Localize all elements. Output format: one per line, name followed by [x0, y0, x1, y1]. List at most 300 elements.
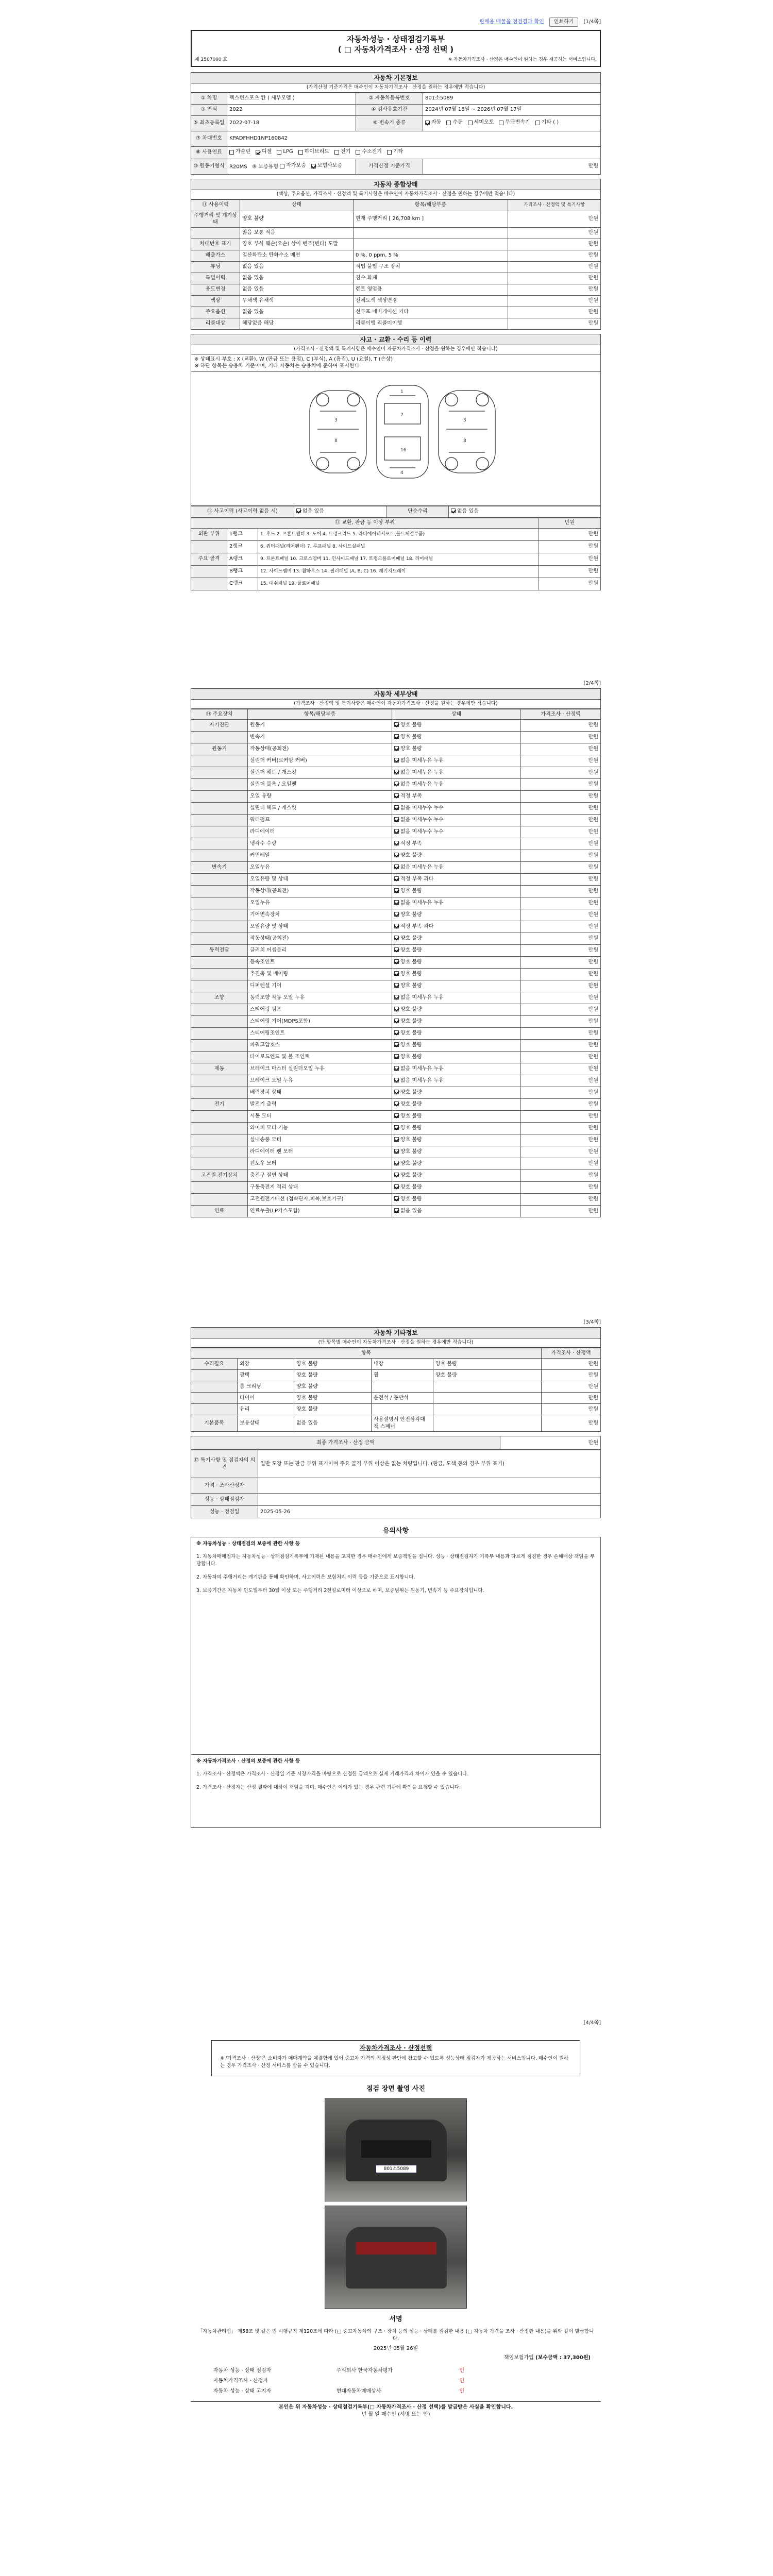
- rank-name: 2랭크: [227, 540, 258, 553]
- checkbox-icon: [394, 888, 399, 893]
- detail-item: 윈도우 모터: [248, 1158, 392, 1170]
- detail-group: [191, 850, 248, 862]
- detail-head: 가격조사 · 산정액: [521, 709, 601, 720]
- notice-paragraph: 1. 가격조사 · 산정액은 가격조사 · 산정일 기준 시장가격을 바탕으로 산정한 금액으로 실제 거래가격과 차이가 있을 수 있습니다.: [196, 1771, 469, 1777]
- detail-unit: 만원: [521, 886, 601, 897]
- other-cell: 내장: [372, 1359, 433, 1370]
- detail-state-text: 없음 미세누유 누유: [400, 1078, 444, 1084]
- detail-head: ⑭ 주요장치: [191, 709, 248, 720]
- detail-item: 오일누유: [248, 897, 392, 909]
- detail-group: [191, 886, 248, 897]
- detail-item: 원동기: [248, 720, 392, 732]
- table-row: [191, 957, 601, 969]
- detail-state: [392, 1158, 521, 1170]
- svg-text:3: 3: [334, 417, 338, 423]
- special-label: ⑰ 특기사항 및 점검자의 의견: [191, 1450, 258, 1478]
- detail-state-text: 양호 불량: [400, 1019, 422, 1025]
- other-cell: [372, 1404, 433, 1415]
- detail-state: [392, 1016, 521, 1028]
- checkbox-icon: [425, 121, 430, 125]
- detail-state: [392, 791, 521, 803]
- table-row: [191, 1123, 601, 1134]
- other-unit: 만원: [542, 1415, 601, 1432]
- notice-section: 유의사항: [191, 1526, 601, 1537]
- page-number: [1/4쪽]: [583, 19, 601, 25]
- detail-unit: 만원: [521, 1063, 601, 1075]
- detail-item: 스티어링 펌프: [248, 1004, 392, 1016]
- detail-item: 워터펌프: [248, 815, 392, 826]
- car-diagram-box: [191, 372, 601, 506]
- checkbox-icon: [229, 150, 234, 155]
- cond-cell: 양호 불량: [240, 211, 354, 227]
- table-row: [191, 767, 601, 779]
- detail-unit: 만원: [521, 897, 601, 909]
- notice-heading: ※ 자동차성능 · 상태점검의 보증에 관한 사항 등: [196, 1540, 300, 1547]
- table-row: [191, 980, 601, 992]
- detail-group: [191, 1158, 248, 1170]
- cond-cell: [191, 227, 240, 239]
- other-cell: 양호 불량: [294, 1404, 372, 1415]
- detail-item: 냉각수 수량: [248, 838, 392, 850]
- table-row: [191, 1099, 601, 1111]
- rank-unit: 만원: [539, 578, 601, 590]
- checkbox-icon: [394, 1113, 399, 1118]
- rank-group: [191, 540, 227, 553]
- table-row: [191, 284, 601, 295]
- warranty-opt: 자가보증: [286, 163, 306, 169]
- notice-paragraph: 2. 가격조사 · 산정자는 산정 결과에 대하여 책임을 지며, 매수인은 이의가 있는 경우 관련 기관에 확인을 요청할 수 있습니다.: [196, 1785, 461, 1791]
- checkbox-icon: [256, 150, 260, 155]
- cond-cell: 만원: [508, 211, 601, 227]
- detail-state: [392, 850, 521, 862]
- other-cell: 유리: [238, 1404, 294, 1415]
- fuel-opt: 전기: [340, 149, 351, 155]
- fuel-opt: 기타: [393, 149, 404, 155]
- table-row: [191, 791, 601, 803]
- fuel-opt: 하이브리드: [304, 149, 329, 155]
- detail-group: 동력전달: [191, 945, 248, 957]
- checkbox-icon: [394, 983, 399, 988]
- detail-state-text: 양호 불량: [400, 1137, 422, 1143]
- signature-table: [211, 2365, 580, 2396]
- photo-title: 점검 장면 촬영 사진: [191, 2083, 601, 2095]
- checkbox-icon: [394, 1208, 399, 1213]
- top-links: [479, 18, 601, 27]
- detail-item: 커먼레일: [248, 850, 392, 862]
- detail-state: [392, 957, 521, 969]
- detail-state: [392, 874, 521, 886]
- table-row: [191, 1111, 601, 1123]
- table-row: [191, 1040, 601, 1052]
- other-cell: [191, 1404, 238, 1415]
- table-row: [191, 779, 601, 791]
- detail-state: [392, 1134, 521, 1146]
- detail-state: [392, 1170, 521, 1182]
- svg-text:8: 8: [463, 438, 466, 444]
- footer-sign: 년 월 일 매수인 (서명 또는 인): [361, 2411, 430, 2417]
- checkbox-icon: [394, 1137, 399, 1142]
- cond-cell: 만원: [508, 295, 601, 307]
- inspect-period: 2024년 07월 18일 ~ 2026년 07월 17일: [423, 104, 601, 115]
- sig-role: 자동차 성능 · 상태 고지자: [213, 2388, 272, 2394]
- label-price: 가격산정 기준가격: [356, 159, 423, 174]
- other-cell: [433, 1381, 542, 1393]
- detail-state: [392, 980, 521, 992]
- detail-group: 제동: [191, 1063, 248, 1075]
- detail-state: [392, 1206, 521, 1217]
- special-text: 일반 도장 또는 판금 부위 표기이며 주요 골격 부위 이상은 없는 차량입니다. (판금, 도색 등의 경우 부위 표기): [258, 1450, 601, 1478]
- checkbox-icon: [394, 1173, 399, 1177]
- detail-unit: 만원: [521, 1075, 601, 1087]
- detail-item: 실내송풍 모터: [248, 1134, 392, 1146]
- cond-cell: 만원: [508, 318, 601, 329]
- detail-state-text: 없음 미세누유 누유: [400, 1066, 444, 1072]
- detail-group: [191, 803, 248, 815]
- detail-unit: 만원: [521, 826, 601, 838]
- checkbox-icon: [535, 121, 540, 125]
- table-row: [191, 1182, 601, 1194]
- detail-state: [392, 779, 521, 791]
- checkbox-icon: [394, 1066, 399, 1071]
- detail-unit: 만원: [521, 1146, 601, 1158]
- detail-group: 전기: [191, 1099, 248, 1111]
- cond-cell: 없음 있음: [240, 284, 354, 295]
- page-number: [4/4쪽]: [583, 2020, 601, 2026]
- checkbox-icon: [394, 770, 399, 774]
- table-row: [191, 1158, 601, 1170]
- detail-item: 클러치 어셈블리: [248, 945, 392, 957]
- table-row: [191, 909, 601, 921]
- footer-confirm: 본인은 위 자동차성능 · 상태점검기록부(□ 자동차가격조사 · 산정 선택)를 발급받은 사실을 확인합니다.: [191, 2401, 601, 2411]
- svg-text:3: 3: [463, 417, 466, 423]
- table-row: [191, 862, 601, 874]
- reg-no: 801소5089: [423, 93, 601, 104]
- other-unit: 만원: [542, 1393, 601, 1404]
- table-row: [191, 803, 601, 815]
- checkbox-icon: [394, 817, 399, 822]
- detail-item: 라디에이터: [248, 826, 392, 838]
- final-unit: 만원: [500, 1436, 601, 1450]
- other-cell: 수리필요: [191, 1359, 238, 1370]
- detail-state: [392, 945, 521, 957]
- detail-unit: 만원: [521, 779, 601, 791]
- checkbox-icon: [394, 900, 399, 905]
- cond-cell: 만원: [508, 250, 601, 261]
- detail-unit: 만원: [521, 815, 601, 826]
- detail-state: [392, 933, 521, 945]
- notice-heading: ※ 자동차가격조사 · 산정의 보증에 관한 사항 등: [191, 1754, 600, 1768]
- checkbox-icon: [394, 912, 399, 917]
- other-cell: 양호 불량: [294, 1381, 372, 1393]
- checkbox-icon: [394, 1019, 399, 1023]
- detail-unit: 만원: [521, 909, 601, 921]
- rank-group: 외판 부위: [191, 528, 227, 540]
- detail-state-text: 적정 부족: [400, 793, 422, 800]
- checkbox-icon: [394, 876, 399, 881]
- svg-text:8: 8: [334, 438, 338, 444]
- other-cell: [191, 1393, 238, 1404]
- checkbox-icon: [394, 722, 399, 727]
- detail-group: [191, 933, 248, 945]
- detail-unit: 만원: [521, 838, 601, 850]
- detail-group: [191, 897, 248, 909]
- cond-cell: 없음 있음: [240, 273, 354, 284]
- table-row: [191, 969, 601, 980]
- verify-link[interactable]: 판매용 매물을 점검결과 확인: [479, 19, 544, 25]
- detail-group: 조향: [191, 992, 248, 1004]
- fuel-opt: 디젤: [261, 149, 272, 155]
- detail-group: [191, 1028, 248, 1040]
- other-head: 항목: [191, 1348, 542, 1359]
- label-inspect: ④ 검사유효기간: [356, 104, 423, 115]
- other-cell: 광택: [238, 1370, 294, 1381]
- checkbox-icon: [394, 865, 399, 869]
- detail-unit: 만원: [521, 1040, 601, 1052]
- other-cell: [191, 1370, 238, 1381]
- table-row: [191, 540, 601, 553]
- rank-unit: 만원: [539, 553, 601, 565]
- detail-item: 작동상태(공회전): [248, 743, 392, 755]
- detail-state: [392, 1099, 521, 1111]
- accident-section: 사고 · 교환 · 수리 등 이력: [191, 334, 601, 345]
- cond-head: 항목/해당부품: [354, 199, 508, 211]
- detail-group: 연료: [191, 1206, 248, 1217]
- cond-cell: 침수 화재: [354, 273, 508, 284]
- detail-group: 고전원 전기장치: [191, 1170, 248, 1182]
- checkbox-icon: [394, 1149, 399, 1154]
- label-car-name: ① 차명: [191, 93, 227, 104]
- detail-unit: 만원: [521, 1194, 601, 1206]
- checkbox-icon: [394, 1090, 399, 1094]
- detail-unit: 만원: [521, 743, 601, 755]
- rank-unit: 만원: [539, 565, 601, 578]
- sig-role: 자동차가격조사 · 산정자: [213, 2378, 268, 2384]
- detail-unit: 만원: [521, 1016, 601, 1028]
- detail-state-text: 양호 불량: [400, 971, 422, 977]
- detail-state: [392, 1075, 521, 1087]
- rank-unit: 만원: [539, 518, 601, 528]
- detail-unit: 만원: [521, 957, 601, 969]
- engine: R20MS: [229, 164, 247, 170]
- detail-group: 변속기: [191, 862, 248, 874]
- detail-state: [392, 921, 521, 933]
- detail-state: [392, 720, 521, 732]
- detail-item: 와이퍼 모터 기능: [248, 1123, 392, 1134]
- table-row: [191, 1063, 601, 1075]
- table-row: [191, 1404, 601, 1415]
- detail-unit: 만원: [521, 1028, 601, 1040]
- checkbox-icon: [280, 164, 284, 168]
- cond-head: 가격조사 · 산정액 및 특기사항: [508, 199, 601, 211]
- detail-state-text: 양호 불량: [400, 1101, 422, 1108]
- svg-text:1: 1: [400, 389, 404, 395]
- detail-item: 오일누유: [248, 862, 392, 874]
- detail-unit: 만원: [521, 933, 601, 945]
- table-row: [191, 1028, 601, 1040]
- cond-cell: 특별이력: [191, 273, 240, 284]
- condition-section: 자동차 종합상태: [191, 179, 601, 190]
- detail-state: [392, 755, 521, 767]
- cond-cell: 일산화탄소 탄화수소 매연: [240, 250, 354, 261]
- detail-item: 실린더 헤드 / 개스킷: [248, 803, 392, 815]
- detail-state-text: 적정 부족 과다: [400, 876, 434, 883]
- detail-group: [191, 1182, 248, 1194]
- notice-paragraph: 1. 자동차매매업자는 자동차성능 · 상태점검기록부에 기재된 내용을 고지한 경우 매수인에게 보증책임을 집니다. 성능 · 상태점검자가 기록부 내용과 다르게 점검한 경우 손해배상 책임을 부담합니다.: [196, 1554, 595, 1567]
- sign-title: 서명: [191, 2314, 601, 2325]
- detail-unit: 만원: [521, 791, 601, 803]
- year: 2022: [227, 104, 356, 115]
- detail-item: 스티어링조인트: [248, 1028, 392, 1040]
- other-cell: 룸 크리닝: [238, 1381, 294, 1393]
- detail-unit: 만원: [521, 1052, 601, 1063]
- cond-cell: 만원: [508, 307, 601, 318]
- detail-section: 자동차 세부상태: [191, 688, 601, 700]
- detail-state: [392, 1028, 521, 1040]
- sig-name: 주식회사 한국자동차평가: [336, 2367, 393, 2374]
- checkbox-icon: [394, 1054, 399, 1059]
- cond-cell: 현재 주행거리 [ 26,708 km ]: [354, 211, 508, 227]
- checkbox-icon: [334, 150, 339, 155]
- car-body-icon: [346, 2227, 447, 2289]
- detail-item: 스티어링 기어(MDPS포함): [248, 1016, 392, 1028]
- label-trans: ⑥ 변속기 종류: [356, 115, 423, 131]
- other-note: (단 항목별 매수인이 자동차가격조사 · 산정을 원하는 경우에만 적습니다): [191, 1338, 601, 1348]
- checkbox-icon: [394, 1030, 399, 1035]
- cond-cell: 0 %, 0 ppm, 5 %: [354, 250, 508, 261]
- detail-item: 파워고압호스: [248, 1040, 392, 1052]
- detail-state: [392, 1194, 521, 1206]
- checkbox-icon: [394, 782, 399, 786]
- checkbox-icon: [394, 947, 399, 952]
- title-note: ※ 자동차가격조사 · 산정은 매수인이 원하는 경우 제공하는 서비스입니다.: [448, 57, 597, 62]
- final-table: [191, 1436, 601, 1450]
- detail-state-text: 양호 불량: [400, 734, 422, 740]
- checkbox-icon: [394, 793, 399, 798]
- detail-group: [191, 1004, 248, 1016]
- table-row: [191, 318, 601, 329]
- detail-state-text: 적정 부족 과다: [400, 924, 434, 930]
- checkbox-icon: [394, 734, 399, 739]
- checkbox-icon: [394, 924, 399, 928]
- detail-state: [392, 909, 521, 921]
- svg-text:16: 16: [400, 447, 407, 453]
- cond-cell: 많음 보통 적음: [240, 227, 354, 239]
- detail-state-text: 양호 불량: [400, 746, 422, 752]
- detail-item: 구동축전지 격리 상태: [248, 1182, 392, 1194]
- cond-cell: 색상: [191, 295, 240, 307]
- detail-group: 자기진단: [191, 720, 248, 732]
- page-number: [2/4쪽]: [583, 681, 601, 686]
- checkbox-icon: [394, 959, 399, 964]
- rank-name: A랭크: [227, 553, 258, 565]
- condition-table: [191, 199, 601, 330]
- print-button[interactable]: 인쇄하기: [549, 18, 579, 27]
- detail-state: [392, 886, 521, 897]
- notice-paragraph: 2. 자동차의 주행거리는 계기판을 통해 확인하며, 사고이력은 보험처리 이력 등을 기준으로 표시합니다.: [196, 1574, 415, 1580]
- exterior-label: ⑬ 교환, 판금 등 이상 부위: [191, 518, 539, 528]
- seal-icon: 인: [459, 2378, 465, 2384]
- detail-head: 항목/해당부품: [248, 709, 392, 720]
- checkbox-icon: [394, 805, 399, 810]
- checkbox-icon: [446, 121, 451, 125]
- trans-opt: 자동: [431, 120, 442, 126]
- checkbox-icon: [499, 121, 503, 125]
- detail-group: [191, 957, 248, 969]
- detail-state: [392, 862, 521, 874]
- rank-unit: 만원: [539, 528, 601, 540]
- simple-label: 단순수리: [387, 506, 449, 517]
- table-row: [191, 1359, 601, 1370]
- checkbox-icon: [296, 509, 301, 513]
- label-reg-no: ② 자동차등록번호: [356, 93, 423, 104]
- checkbox-icon: [277, 150, 281, 155]
- other-table: [191, 1348, 601, 1432]
- final-label: 최종 가격조사 · 산정 금액: [191, 1436, 500, 1450]
- table-row: [191, 897, 601, 909]
- table-row: [191, 732, 601, 743]
- detail-state: [392, 826, 521, 838]
- checkbox-icon: [468, 121, 473, 125]
- detail-unit: 만원: [521, 1123, 601, 1134]
- detail-state-text: 양호 불량: [400, 1030, 422, 1037]
- doc-title: [191, 30, 601, 67]
- detail-unit: 만원: [521, 1099, 601, 1111]
- car-photo-rear: [325, 2206, 467, 2309]
- sig-role: 자동차 성능 · 상태 점검자: [213, 2367, 272, 2374]
- detail-unit: 만원: [521, 1111, 601, 1123]
- detail-group: [191, 874, 248, 886]
- detail-group: [191, 755, 248, 767]
- detail-unit: 만원: [521, 767, 601, 779]
- cond-cell: 양호 부식 훼손(오손) 상이 변조(변타) 도말: [240, 239, 354, 250]
- table-row: [191, 826, 601, 838]
- table-row: [191, 1415, 601, 1432]
- cond-cell: 전체도색 색상변경: [354, 295, 508, 307]
- detail-unit: 만원: [521, 720, 601, 732]
- title-line2: ( □ 자동차가격조사 · 산정 선택 ): [338, 45, 454, 55]
- table-row: [191, 1381, 601, 1393]
- detail-state-text: 없음 미세누유 누유: [400, 995, 444, 1001]
- detail-item: 실린더 헤드 / 개스킷: [248, 767, 392, 779]
- cond-head: ⑪ 사용이력: [191, 199, 240, 211]
- checkbox-icon: [394, 1101, 399, 1106]
- seal-icon: 인: [459, 2388, 465, 2394]
- detail-state: [392, 1182, 521, 1194]
- detail-unit: 만원: [521, 945, 601, 957]
- detail-item: 추진축 및 베어링: [248, 969, 392, 980]
- detail-state-text: 없음 미세누수 누수: [400, 817, 444, 823]
- detail-item: 등속조인트: [248, 957, 392, 969]
- detail-item: 타이로드엔드 및 볼 조인트: [248, 1052, 392, 1063]
- cond-cell: 만원: [508, 239, 601, 250]
- legend-line: ※ 하단 항목은 승용차 기준이며, 기타 자동차는 승용차에 준하여 표시한다: [194, 363, 360, 369]
- detail-state-text: 양호 불량: [400, 1161, 422, 1167]
- table-row: [191, 1134, 601, 1146]
- detail-state-text: 양호 불량: [400, 1007, 422, 1013]
- detail-state-text: 양호 불량: [400, 936, 422, 942]
- doc-number: 제 2507000 호: [195, 57, 228, 62]
- checkbox-icon: [394, 971, 399, 976]
- other-cell: 양호 불량: [294, 1370, 372, 1381]
- detail-item: 변속기: [248, 732, 392, 743]
- detail-state-text: 양호 불량: [400, 1113, 422, 1120]
- label-first-reg: ⑤ 최초등록일: [191, 115, 227, 131]
- checkbox-icon: [394, 758, 399, 762]
- checkbox-icon: [394, 1125, 399, 1130]
- table-row: [191, 945, 601, 957]
- table-row: [191, 578, 601, 590]
- price-choice-box: [211, 2040, 580, 2076]
